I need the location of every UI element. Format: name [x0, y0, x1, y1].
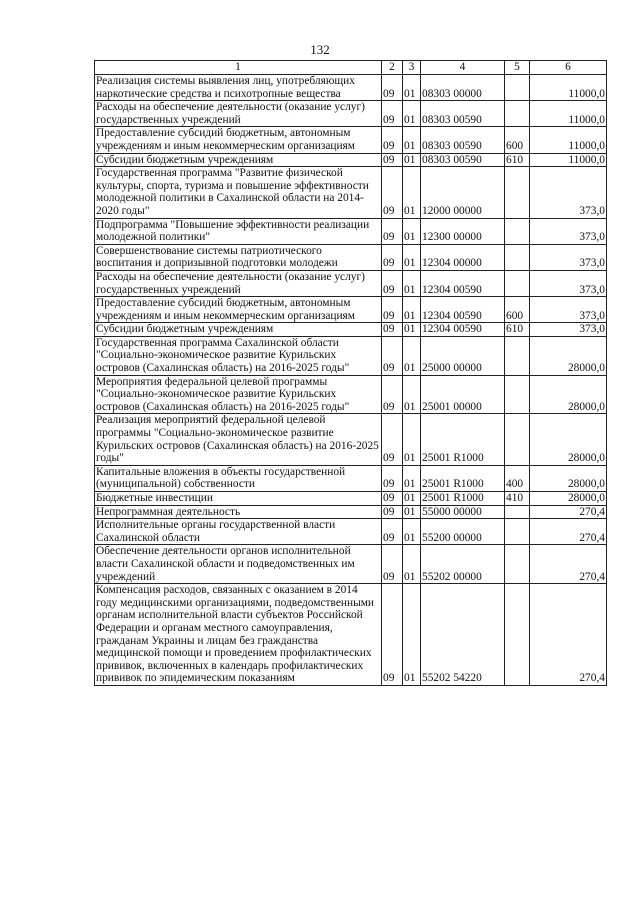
table-row [95, 101, 607, 127]
row-target-article: 12304 00000 [421, 244, 505, 270]
budget-table [94, 60, 607, 686]
row-expense-type: 410 [505, 492, 530, 506]
table-row [95, 584, 607, 686]
table-row [95, 270, 607, 296]
table-row [95, 519, 607, 545]
row-description: Непрограммная деятельность [95, 505, 382, 519]
row-expense-type [505, 545, 530, 584]
row-description: Расходы на обеспечение деятельности (оказание услуг) государственных учреждений [95, 101, 382, 127]
row-description: Совершенствование системы патриотического воспитания и допризывной подготовки молодежи [95, 244, 382, 270]
row-subsection-code: 01 [403, 336, 421, 375]
row-target-article: 55202 54220 [421, 584, 505, 686]
row-amount: 11000,0 [530, 153, 607, 167]
row-amount: 11000,0 [530, 75, 607, 101]
row-target-article: 25001 R1000 [421, 414, 505, 465]
row-expense-type [505, 584, 530, 686]
row-description: Государственная программа "Развитие физической культуры, спорта, туризма и повышение эффективности молодежной политики в Сахалинской области на 2014-2020 годы" [95, 167, 382, 218]
row-expense-type [505, 75, 530, 101]
row-expense-type: 610 [505, 323, 530, 337]
table-row [95, 492, 607, 506]
row-subsection-code: 01 [403, 297, 421, 323]
row-expense-type: 600 [505, 127, 530, 153]
table-row [95, 375, 607, 414]
row-amount: 28000,0 [530, 375, 607, 414]
row-target-article: 12300 00000 [421, 218, 505, 244]
row-section-code: 09 [382, 584, 403, 686]
row-section-code: 09 [382, 323, 403, 337]
row-section-code: 09 [382, 153, 403, 167]
row-amount: 373,0 [530, 244, 607, 270]
row-description: Исполнительные органы государственной власти Сахалинской области [95, 519, 382, 545]
row-section-code: 09 [382, 519, 403, 545]
row-section-code: 09 [382, 244, 403, 270]
row-target-article: 55202 00000 [421, 545, 505, 584]
row-section-code: 09 [382, 297, 403, 323]
row-amount: 373,0 [530, 323, 607, 337]
row-subsection-code: 01 [403, 167, 421, 218]
row-description: Реализация мероприятий федеральной целевой программы "Социально-экономическое развитие Курильских островов (Сахалинская область) на 2016-2025 годы" [95, 414, 382, 465]
row-target-article: 55200 00000 [421, 519, 505, 545]
row-section-code: 09 [382, 75, 403, 101]
row-amount: 270,4 [530, 545, 607, 584]
row-section-code: 09 [382, 336, 403, 375]
row-description: Реализация системы выявления лиц, употребляющих наркотические средства и психотропные вещества [95, 75, 382, 101]
table-row [95, 545, 607, 584]
row-amount: 11000,0 [530, 127, 607, 153]
header-col-1: 1 [95, 61, 382, 75]
table-row [95, 336, 607, 375]
row-amount: 373,0 [530, 270, 607, 296]
row-description: Обеспечение деятельности органов исполнительной власти Сахалинской области и подведомственных им учреждений [95, 545, 382, 584]
row-description: Бюджетные инвестиции [95, 492, 382, 506]
row-section-code: 09 [382, 218, 403, 244]
table-body [95, 75, 607, 686]
row-amount: 270,4 [530, 519, 607, 545]
row-subsection-code: 01 [403, 244, 421, 270]
header-col-6: 6 [530, 61, 607, 75]
row-amount: 373,0 [530, 218, 607, 244]
row-subsection-code: 01 [403, 375, 421, 414]
row-amount: 28000,0 [530, 336, 607, 375]
row-target-article: 08303 00590 [421, 127, 505, 153]
row-description: Капитальные вложения в объекты государственной (муниципальной) собственности [95, 465, 382, 491]
row-section-code: 09 [382, 167, 403, 218]
row-description: Подпрограмма "Повышение эффективности реализации молодежной политики" [95, 218, 382, 244]
row-section-code: 09 [382, 127, 403, 153]
table-row [95, 75, 607, 101]
row-section-code: 09 [382, 375, 403, 414]
row-target-article: 12304 00590 [421, 270, 505, 296]
table-row [95, 153, 607, 167]
row-expense-type: 600 [505, 297, 530, 323]
table-row [95, 505, 607, 519]
row-subsection-code: 01 [403, 218, 421, 244]
table-row [95, 414, 607, 465]
table-row [95, 297, 607, 323]
row-target-article: 08303 00590 [421, 101, 505, 127]
row-expense-type [505, 101, 530, 127]
row-description: Предоставление субсидий бюджетным, автономным учреждениям и иным некоммерческим организациям [95, 297, 382, 323]
row-amount: 373,0 [530, 167, 607, 218]
header-col-5: 5 [505, 61, 530, 75]
row-section-code: 09 [382, 492, 403, 506]
row-expense-type [505, 336, 530, 375]
row-expense-type [505, 414, 530, 465]
row-target-article: 08303 00590 [421, 153, 505, 167]
row-target-article: 08303 00000 [421, 75, 505, 101]
row-section-code: 09 [382, 505, 403, 519]
row-description: Государственная программа Сахалинской области "Социально-экономическое развитие Курильских островов (Сахалинская область) на 2016-2025 годы" [95, 336, 382, 375]
row-target-article: 55000 00000 [421, 505, 505, 519]
row-subsection-code: 01 [403, 153, 421, 167]
row-subsection-code: 01 [403, 270, 421, 296]
row-subsection-code: 01 [403, 492, 421, 506]
row-subsection-code: 01 [403, 75, 421, 101]
row-section-code: 09 [382, 545, 403, 584]
row-amount: 28000,0 [530, 492, 607, 506]
row-amount: 28000,0 [530, 414, 607, 465]
header-col-2: 2 [382, 61, 403, 75]
header-col-4: 4 [421, 61, 505, 75]
table-row [95, 167, 607, 218]
row-description: Субсидии бюджетным учреждениям [95, 153, 382, 167]
row-section-code: 09 [382, 414, 403, 465]
row-target-article: 25001 00000 [421, 375, 505, 414]
row-subsection-code: 01 [403, 101, 421, 127]
row-amount: 270,4 [530, 584, 607, 686]
row-description: Компенсация расходов, связанных с оказанием в 2014 году медицинскими организациями, подведомственными органам исполнительной власти субъектов Российской Федерации и органам местного самоуправления, гражданам Украины и лицам без гражданства медицинской помощи и проведением профилактических прививок, включенных в календарь профилактических прививок по эпидемическим показаниям [95, 584, 382, 686]
row-expense-type: 400 [505, 465, 530, 491]
row-subsection-code: 01 [403, 465, 421, 491]
row-subsection-code: 01 [403, 127, 421, 153]
header-col-3: 3 [403, 61, 421, 75]
row-target-article: 25001 R1000 [421, 492, 505, 506]
row-subsection-code: 01 [403, 414, 421, 465]
table-row [95, 127, 607, 153]
page-number: 132 [310, 42, 330, 57]
table-row [95, 465, 607, 491]
row-amount: 28000,0 [530, 465, 607, 491]
table-header-row [95, 61, 607, 75]
row-subsection-code: 01 [403, 584, 421, 686]
row-section-code: 09 [382, 270, 403, 296]
row-expense-type [505, 218, 530, 244]
row-subsection-code: 01 [403, 505, 421, 519]
row-amount: 11000,0 [530, 101, 607, 127]
row-target-article: 12304 00590 [421, 297, 505, 323]
row-description: Субсидии бюджетным учреждениям [95, 323, 382, 337]
row-description: Предоставление субсидий бюджетным, автономным учреждениям и иным некоммерческим организациям [95, 127, 382, 153]
row-section-code: 09 [382, 465, 403, 491]
table-row [95, 218, 607, 244]
table-row [95, 323, 607, 337]
row-expense-type [505, 167, 530, 218]
row-amount: 270,4 [530, 505, 607, 519]
row-expense-type [505, 270, 530, 296]
row-subsection-code: 01 [403, 545, 421, 584]
row-description: Мероприятия федеральной целевой программы "Социально-экономическое развитие Курильских островов (Сахалинская область) на 2016-2025 годы" [95, 375, 382, 414]
row-target-article: 25001 R1000 [421, 465, 505, 491]
row-expense-type [505, 505, 530, 519]
row-amount: 373,0 [530, 297, 607, 323]
row-description: Расходы на обеспечение деятельности (оказание услуг) государственных учреждений [95, 270, 382, 296]
table-row [95, 244, 607, 270]
row-subsection-code: 01 [403, 323, 421, 337]
row-target-article: 12304 00590 [421, 323, 505, 337]
row-expense-type [505, 375, 530, 414]
row-subsection-code: 01 [403, 519, 421, 545]
row-expense-type: 610 [505, 153, 530, 167]
row-expense-type [505, 244, 530, 270]
row-target-article: 25000 00000 [421, 336, 505, 375]
row-section-code: 09 [382, 101, 403, 127]
row-expense-type [505, 519, 530, 545]
row-target-article: 12000 00000 [421, 167, 505, 218]
